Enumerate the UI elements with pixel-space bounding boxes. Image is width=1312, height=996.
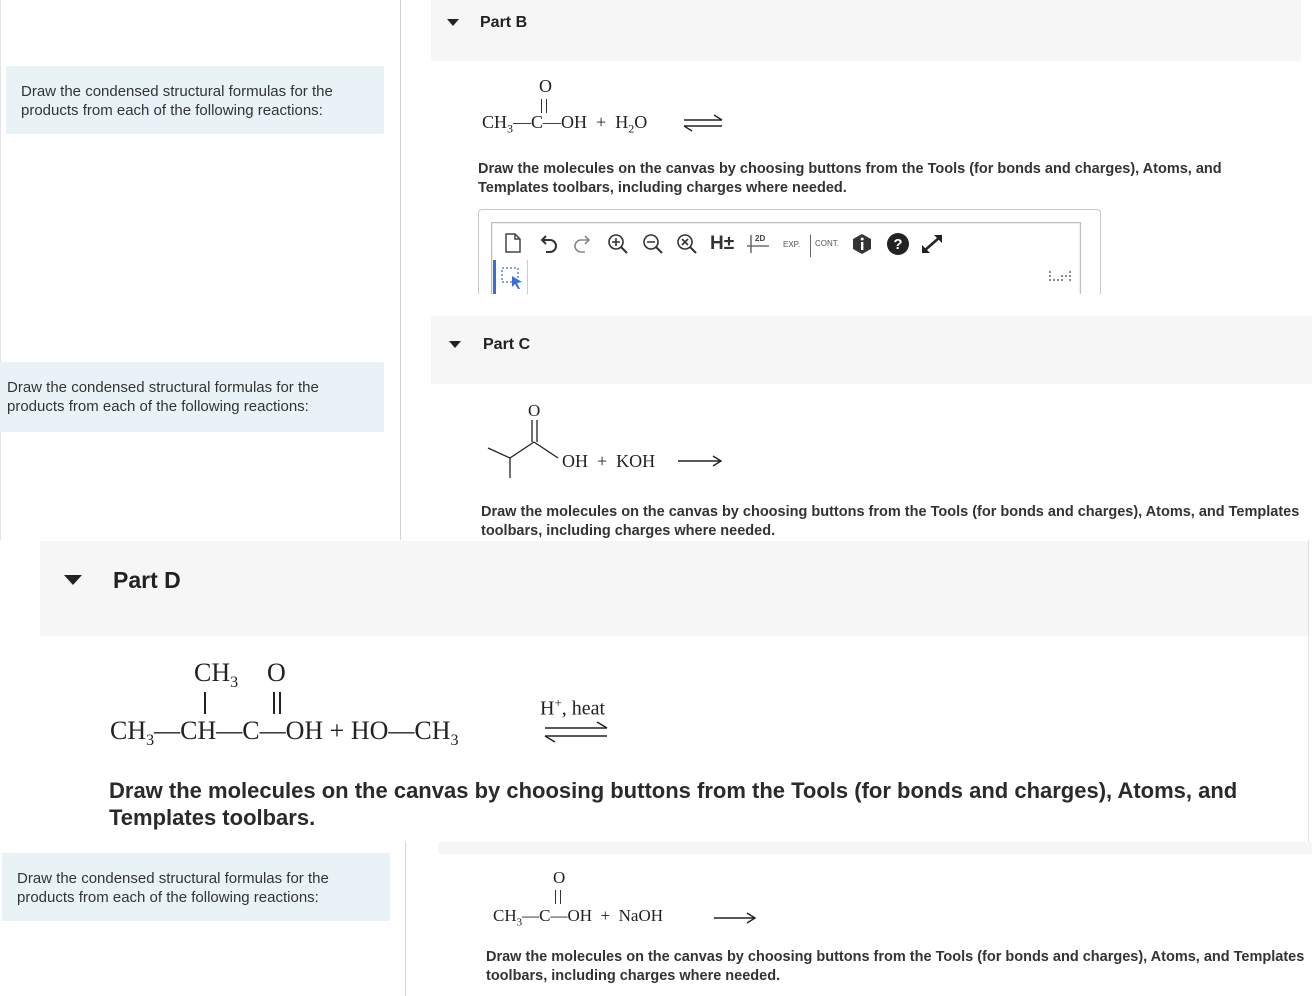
selection-tool-icon[interactable] [500, 266, 524, 290]
part-b-header[interactable] [431, 0, 1301, 61]
undo-icon[interactable] [537, 234, 559, 254]
equilibrium-arrow-icon [682, 114, 724, 132]
contract-button[interactable] [815, 234, 845, 256]
methyl-branch [194, 658, 238, 692]
svg-text:?: ? [893, 236, 903, 253]
double-bond [555, 890, 556, 904]
part-e-instructions: Draw the molecules on the canvas by choosing buttons from the Tools (for bonds and charges), Atoms, and Templates toolbars, including charges where needed. [486, 949, 1305, 984]
ch3-group: CH [482, 112, 508, 132]
part-d-header[interactable] [40, 541, 1308, 636]
part-e-equation [493, 868, 773, 932]
part-d-instructions: Draw the molecules on the canvas by choosing buttons from the Tools (for bonds and charges), Atoms, and Templates toolbars. [109, 778, 1238, 830]
oxygen-atom: O [267, 658, 286, 687]
part-title: Part B [480, 14, 528, 31]
divider-line [405, 842, 406, 996]
hydroxyl-group: OH [285, 716, 324, 745]
expand-button[interactable] [782, 234, 811, 257]
divider-line [400, 0, 401, 540]
collapse-caret-icon[interactable] [449, 341, 461, 348]
contract-label: CONT. [815, 239, 839, 248]
part-e-header-edge [438, 842, 1312, 854]
ch-group: CH [180, 716, 217, 745]
hydroxyl-group: OH [567, 906, 593, 925]
formula-line [562, 451, 655, 472]
condition-text: H [540, 697, 555, 720]
zoom-reset-icon[interactable] [675, 232, 699, 256]
ho-group: HO [350, 716, 389, 745]
carbon-atom: C [242, 716, 260, 745]
plus-sign: + [596, 112, 607, 132]
zoom-out-icon[interactable] [641, 232, 665, 256]
new-document-icon[interactable] [503, 232, 523, 254]
ch3-group: CH [194, 658, 231, 687]
koh-reagent: KOH [616, 451, 656, 471]
prompt-text: Draw the condensed structural formulas for the products from each of the following reactions: [17, 870, 329, 906]
equilibrium-arrow-icon [543, 721, 609, 743]
prompt-box-2 [0, 362, 384, 432]
formula-line: $CH_3—CH—C—OH$ + $HO—CH_3$ [110, 716, 459, 750]
main-toolbar [501, 228, 951, 258]
subscript: 3 [516, 916, 523, 929]
formula-line: $CH_3—C—OH + H_2O$ [482, 112, 648, 136]
part-b-equation [482, 76, 742, 140]
right-edge-line [1308, 540, 1309, 842]
left-edge-line [0, 0, 1, 540]
hydroxyl-group: OH [562, 451, 588, 471]
carbon-atom: C [539, 906, 551, 925]
double-bond [560, 890, 561, 904]
oxygen-atom: O [528, 401, 541, 420]
fullscreen-icon[interactable] [919, 232, 945, 256]
double-bond [279, 692, 281, 714]
subscript: 3 [146, 732, 155, 750]
reaction-arrow-icon [713, 911, 757, 925]
water-h: H [615, 112, 629, 132]
hydroxyl-group: OH [561, 112, 588, 132]
clean-2d-label: 2D [755, 234, 766, 243]
ch3-group: CH [493, 906, 517, 925]
clean-2d-button[interactable] [747, 233, 773, 255]
ch3-group: CH [110, 716, 147, 745]
ch3-group: CH [414, 716, 451, 745]
water-o: O [634, 112, 648, 132]
oxygen-atom: O [553, 868, 566, 887]
single-bond [204, 692, 206, 714]
plus-sign: + [600, 906, 611, 925]
part-c-equation [484, 400, 744, 480]
prompt-box-1 [6, 66, 384, 134]
part-c-header[interactable] [431, 316, 1312, 384]
zoom-in-icon[interactable] [606, 232, 630, 256]
subscript: 3 [507, 121, 514, 136]
formula-line: $CH_3—C—OH$ + NaOH [493, 906, 664, 929]
help-icon[interactable] [886, 232, 910, 256]
part-title: Part C [483, 336, 531, 353]
condition-text: , heat [561, 697, 606, 720]
superscript: + [554, 695, 562, 710]
plus-sign: + [597, 451, 608, 471]
selection-tool-active-indicator [493, 260, 496, 294]
subscript: 3 [230, 674, 239, 692]
part-c-instructions: Draw the molecules on the canvas by choosing buttons from the Tools (for bonds and charges), Atoms, and Templates toolbars, including charges where needed. [481, 504, 1300, 539]
part-title: Part D [113, 567, 181, 593]
naoh-reagent: NaOH [618, 906, 664, 925]
collapse-caret-icon[interactable] [447, 19, 459, 26]
collapse-caret-icon[interactable] [64, 575, 82, 585]
part-d-equation [110, 658, 630, 758]
oxygen-atom: O [539, 76, 552, 96]
double-bond [273, 692, 275, 714]
reaction-arrow-icon [677, 454, 723, 468]
double-bond [541, 99, 542, 113]
redo-icon[interactable] [572, 234, 594, 254]
subscript: 3 [450, 732, 459, 750]
double-bond [546, 99, 547, 113]
info-icon[interactable] [851, 233, 873, 255]
carbon-atom: C [531, 112, 544, 132]
reaction-conditions [540, 695, 605, 721]
hydrogen-toggle-button[interactable]: H± [710, 233, 735, 254]
part-b-instructions: Draw the molecules on the canvas by choosing buttons from the Tools (for bonds and charges), Atoms, and Templates toolbars, including charges where needed. [478, 161, 1222, 196]
prompt-text: Draw the condensed structural formulas for the products from each of the following reactions: [7, 379, 319, 415]
subscript: 2 [628, 121, 635, 136]
drawing-canvas[interactable] [478, 209, 1101, 294]
canvas-zoom-indicator-icon [1047, 268, 1075, 286]
expand-label: EXP. [783, 240, 801, 249]
prompt-box-3 [2, 853, 390, 921]
left-tool-sidebar [493, 260, 528, 294]
prompt-text: Draw the condensed structural formulas for the products from each of the following reactions: [21, 83, 333, 119]
plus-sign: + [329, 716, 345, 745]
